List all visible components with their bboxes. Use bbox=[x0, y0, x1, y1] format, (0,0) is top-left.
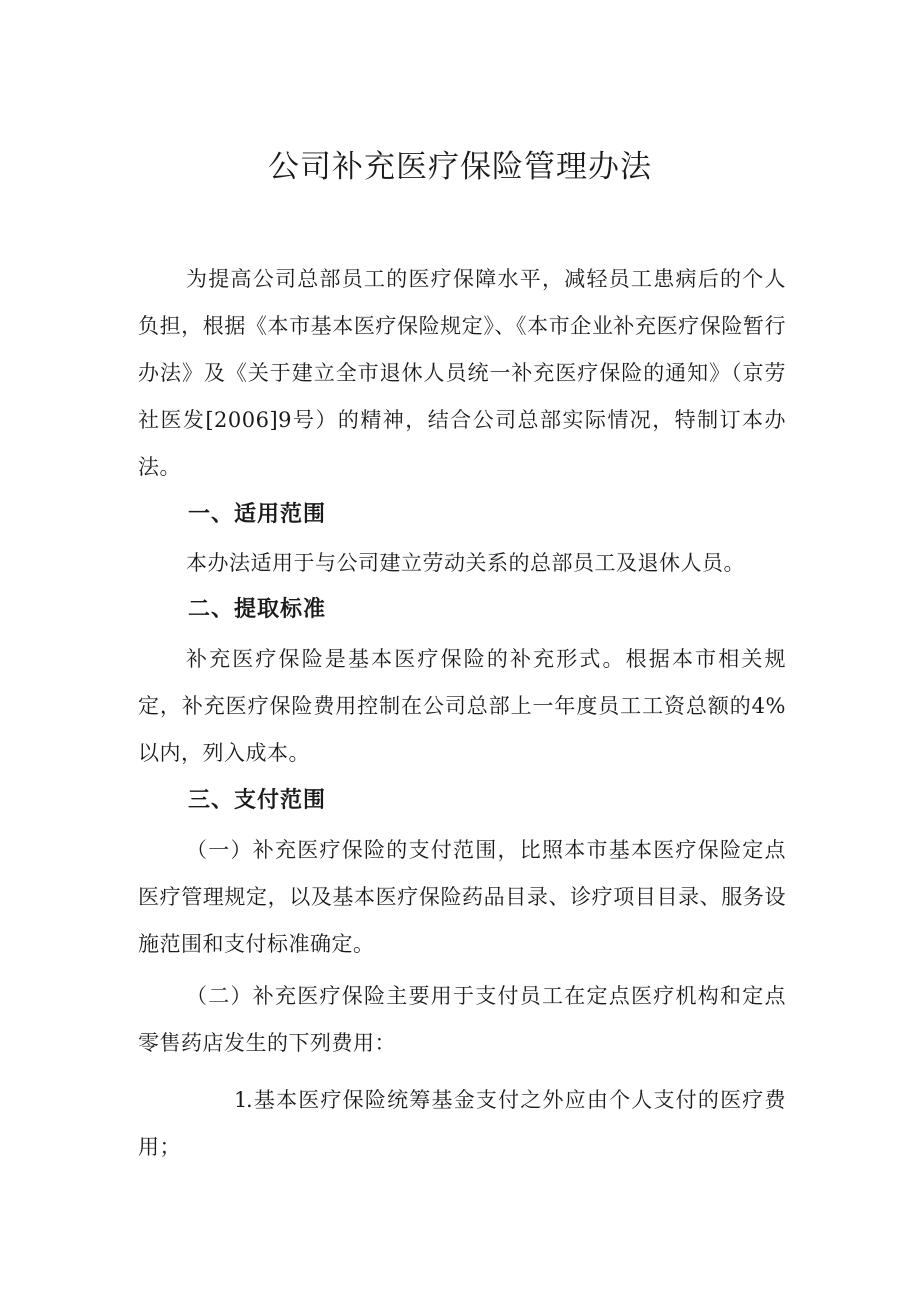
section-heading-payment: 三、支付范围 bbox=[188, 788, 327, 813]
standard-paragraph: 补充医疗保险是基本医疗保险的补充形式。根据本市相关规定，补充医疗保险费用控制在公司总部上一年度员工工资总额的4%以内，列入成本。 bbox=[138, 647, 786, 765]
list-item-text: .基本医疗保险统筹基金支付之外应由个人支付的医疗费用； bbox=[138, 1088, 786, 1159]
section-heading-standard: 二、提取标准 bbox=[188, 597, 327, 622]
payment-paragraph-1: （一）补充医疗保险的支付范围，比照本市基本医疗保险定点医疗管理规定，以及基本医疗保险药品目录、诊疗项目目录、服务设施范围和支付标准确定。 bbox=[138, 838, 786, 956]
document-title: 公司补充医疗保险管理办法 bbox=[268, 149, 652, 185]
scope-paragraph: 本办法适用于与公司建立劳动关系的总部员工及退休人员。 bbox=[186, 551, 745, 575]
section-heading-scope: 一、适用范围 bbox=[188, 502, 327, 527]
intro-paragraph: 为提高公司总部员工的医疗保障水平，减轻员工患病后的个人负担，根据《本市基本医疗保险规定》、《本市企业补充医疗保险暂行办法》及《关于建立全市退休人员统一补充医疗保险的通知》（京劳社医发[2006]9号）的精神，结合公司总部实际情况，特制订本办法。 bbox=[138, 267, 786, 479]
payment-paragraph-2: （二）补充医疗保险主要用于支付员工在定点医疗机构和定点零售药店发生的下列费用： bbox=[138, 984, 786, 1055]
list-item bbox=[138, 1077, 786, 1171]
list-item-number: 1 bbox=[234, 1088, 248, 1112]
